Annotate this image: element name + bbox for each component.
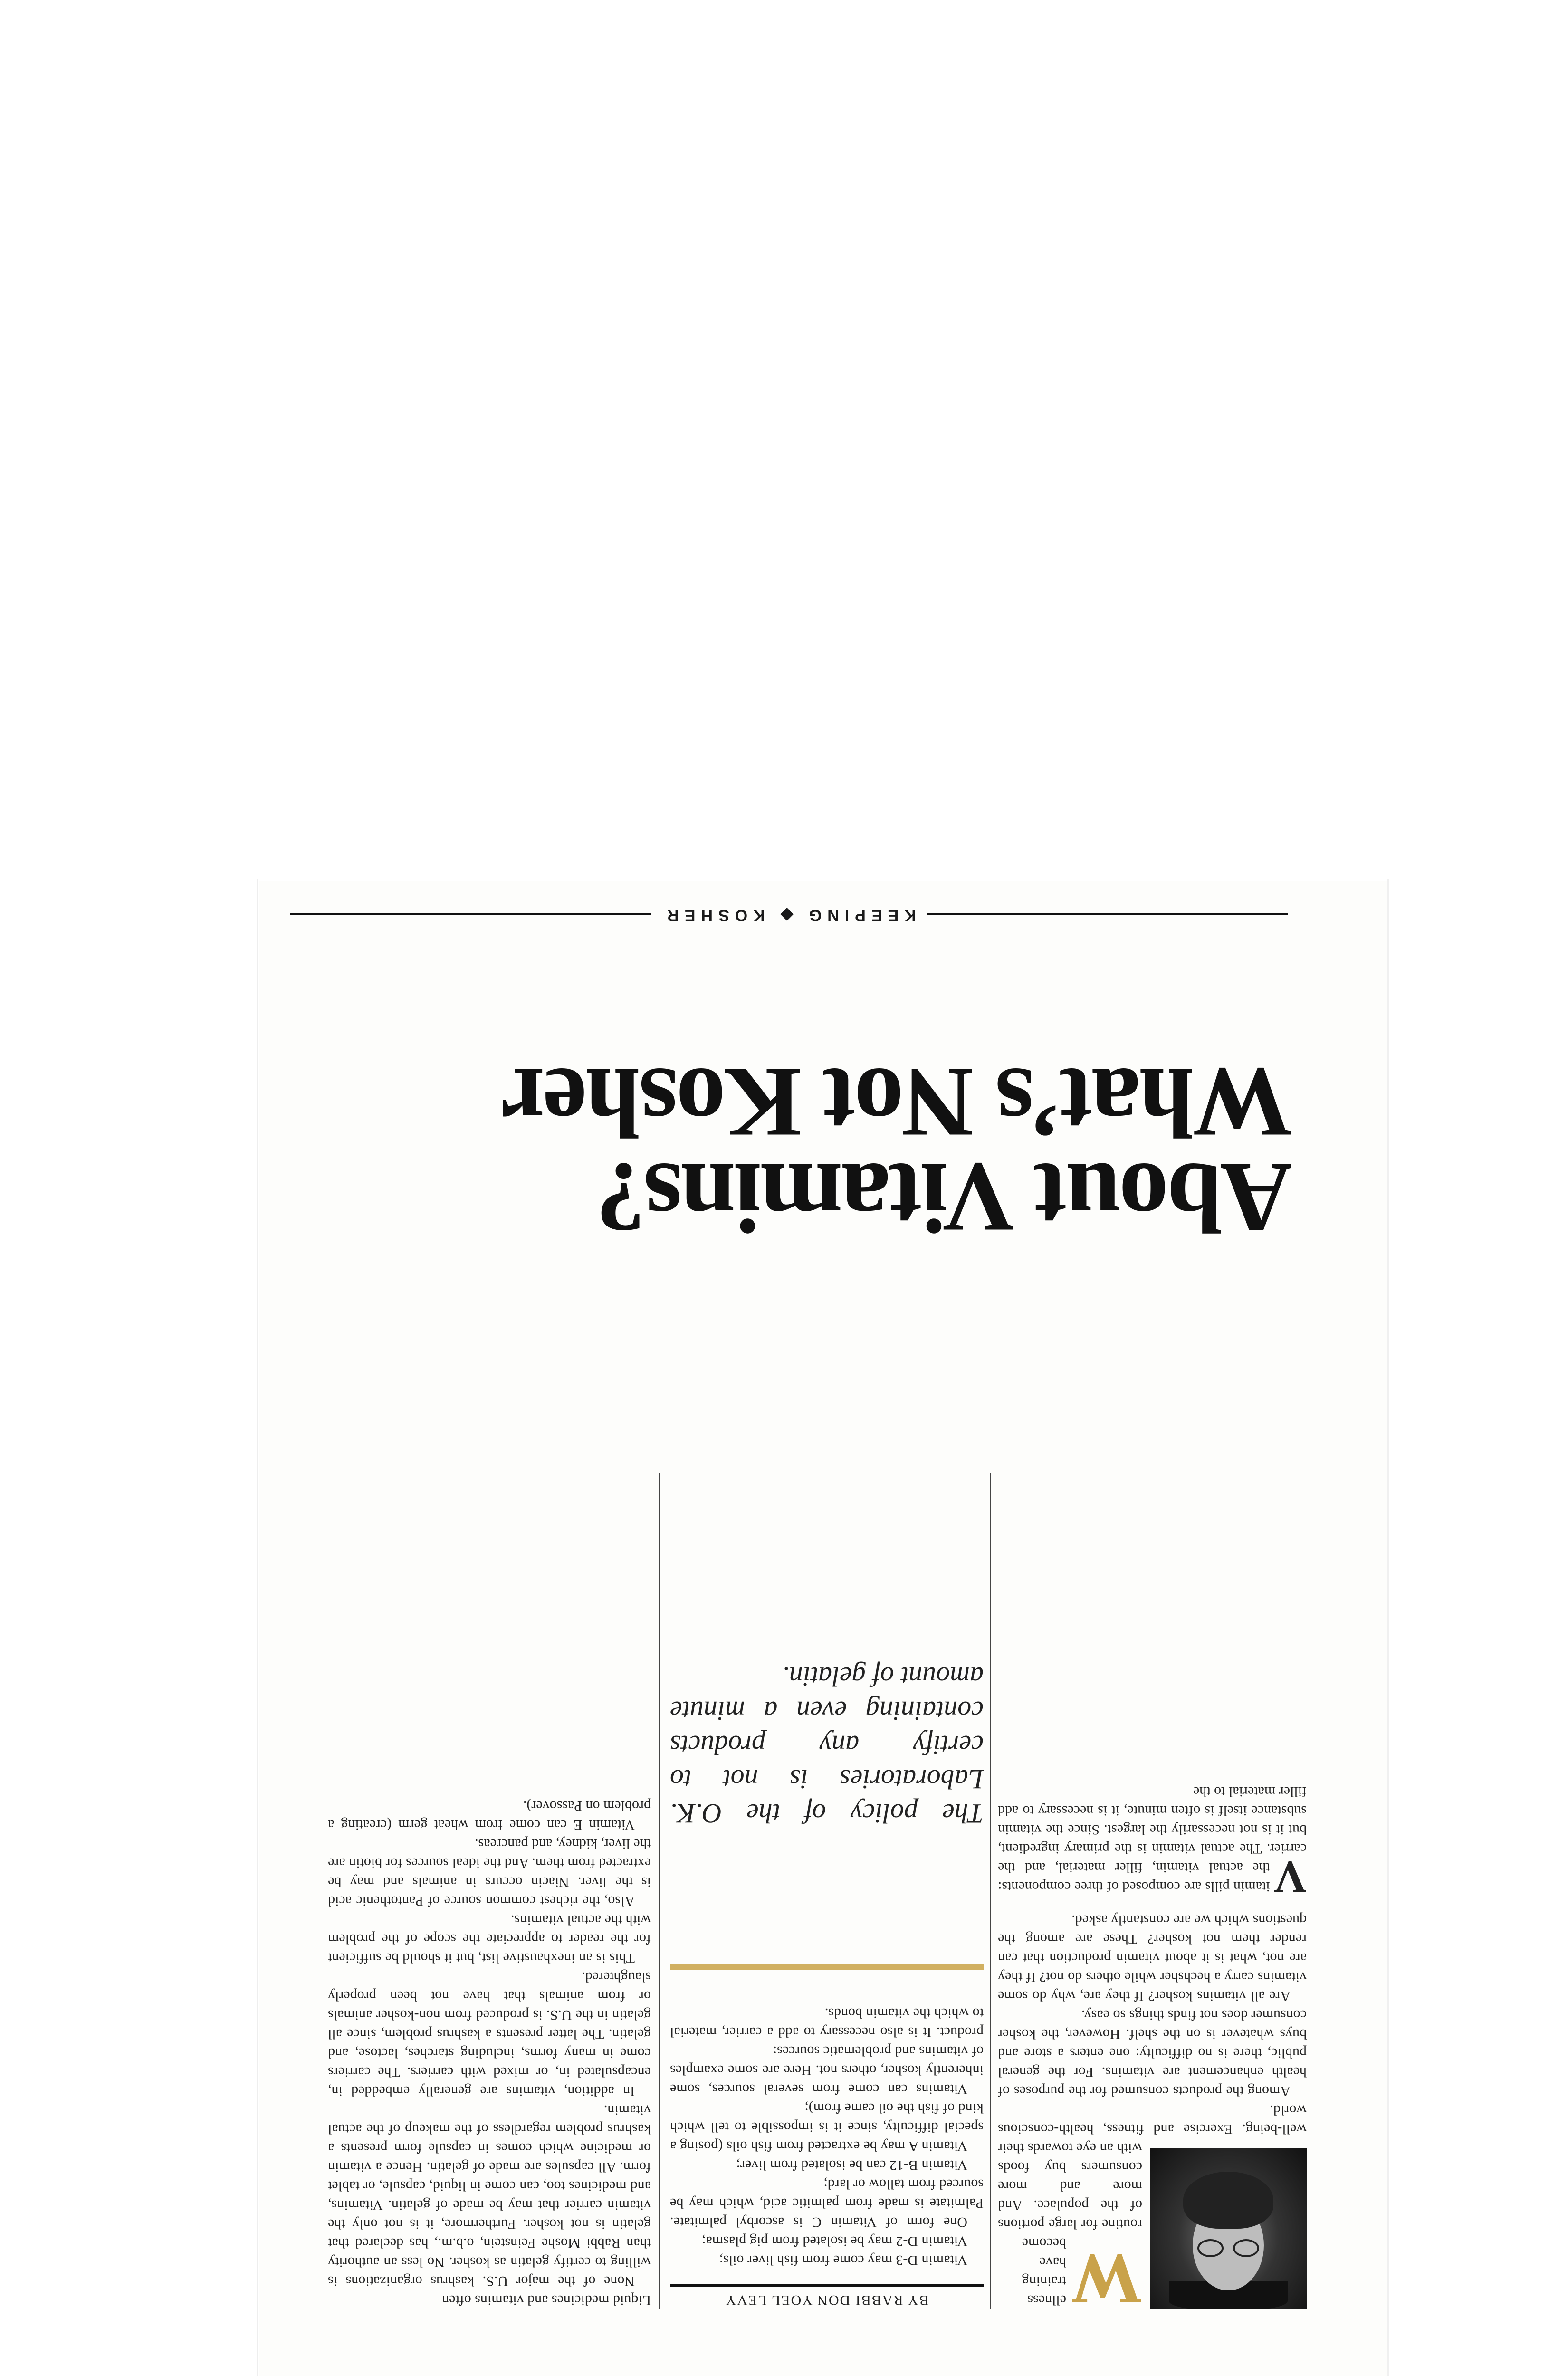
photo-glasses-left: [1233, 2239, 1259, 2257]
scan-edge-left: [257, 879, 258, 2376]
article-title: [342, 1047, 1292, 1253]
column-1: [998, 1782, 1307, 2319]
col2-paragraph-2: Vitamin D-2 may be isolated from pig plasma;: [702, 2233, 967, 2249]
photo-glasses-right: [1197, 2239, 1224, 2257]
col3-paragraph-6: Vitamin E can come from wheat germ (creating a problem on Passover).: [328, 1798, 651, 1833]
pull-quote: The policy of the O.K. Laboratories is not to certify any products containing even a minute amount of gelatin.: [670, 1661, 984, 1829]
col3-paragraph-1: Liquid medicines and vitamins often: [442, 2292, 651, 2308]
section-rule-left: [927, 913, 1288, 915]
byline: BY RABBI DON YOEL LEVY: [670, 2284, 984, 2309]
col2-paragraph-5: Vitamin A may be extracted from fish oils (posing a special difficulty, since it is impossible to tell which kind of fish the oil came from);: [670, 2100, 984, 2154]
col3-paragraph-3: In addition, vitamins are generally embedded in, encapsulated in, or mixed with carriers. The carriers come in many forms, including starches, lactose, and gelatin. The latter presents a kashrus problem, since all gelatin in the U.S. is produced from non-kosher animals or from animals that have not been properly slaughtered.: [328, 1969, 651, 2099]
col2-paragraph-6: Vitamins can come from several sources, some inherently kosher, others not. Here are some examples of vitamins and problematic sources:: [670, 2043, 984, 2097]
column-divider-2: [659, 1473, 660, 2309]
drop-cap-v: V: [1273, 1852, 1307, 1903]
drop-cap-w: W: [1071, 2240, 1142, 2319]
col3-paragraph-4: This is an inexhaustive list, but it should be sufficient for the reader to appreciate the scope of the problem with the actual vitamins.: [328, 1912, 651, 1966]
column-divider-1: [990, 1473, 991, 2309]
col3-paragraph-5: Also, the richest common source of Pantothenic acid is the liver. Niacin occurs in animals and may be extracted from them. And the ideal sources for biotin are the liver, kidney, and pancreas.: [328, 1836, 651, 1909]
col1-paragraph-2: Are all vitamins kosher? If they are, why do some vitamins carry a hechsher while others do not? If they are not, what is it about vitamin production that can render them not kosher? These are among the questions which we are constantly asked.: [998, 1912, 1307, 2004]
col2-paragraph-4: Vitamin B-12 can be isolated from liver;: [736, 2157, 967, 2173]
column-3: [328, 1796, 651, 2309]
magazine-page: [259, 881, 1387, 2376]
section-header: [290, 903, 1288, 927]
col2-paragraph-1: Vitamin D-3 may come from fish liver oils;: [719, 2252, 967, 2268]
vitamin-paragraph: [998, 1782, 1307, 1903]
photo-beard: [1183, 2172, 1273, 2229]
title-line-2: About Vitamins?: [597, 1142, 1292, 1253]
author-photo: [1150, 2148, 1307, 2309]
col3-paragraph-2: None of the major U.S. kashrus organizations is willing to certify gelatin as kosher. No less an authority than Rabbi Moshe Feinstein, o.b.m., has declared that gelatin is not kosher. Furthermore, it is not only the vitamin carrier that may be made of gelatin. Vitamins, and medicines too, can come in liquid, capsule, or tablet form. All capsules are made of gelatin. Hence a vitamin or medicine which comes in capsule form presents a kashrus problem regardless of the makeup of the actual vitamin.: [328, 2102, 651, 2289]
intro-text: ellness training have become routine for large portions of the populace. And more and more consumers buy foods with an eye towards their well-being. Exercise and fitness, health-conscious world.: [998, 2102, 1307, 2308]
title-line-1: What’s Not Kosher: [502, 1047, 1292, 1158]
col2-paragraph-7: product. It is also necessary to add a carrier, material to which the vitamin bonds.: [670, 2005, 984, 2040]
col1-paragraph-1: Among the products consumed for the purposes of health enhancement are vitamins. For the general public, there is no difficulty: one enters a store and buys whatever is on the shelf. However, the kosher consumer does not finds things so easy.: [998, 2007, 1307, 2099]
vitamin-paragraph-text: itamin pills are composed of three components: the actual vitamin, filler material, and the carrier. The actual vitamin is the primary ingredient, but it is not necessarily the largest. Since the vitamin substance itself is often minute, it is necessary to add filler material to the: [998, 1784, 1307, 1895]
section-rule-right: [290, 913, 651, 915]
gold-rule: [670, 1964, 984, 1970]
section-label: KEEPING ◆ KOSHER: [661, 906, 916, 924]
scan-edge-right: [1387, 879, 1389, 2376]
column-2: [670, 1659, 984, 2309]
col2-paragraph-3: One form of Vitamin C is ascorbyl palmitate. Palmitate is made from palmitic acid, which may be sourced from tallow or lard;: [670, 2176, 984, 2230]
